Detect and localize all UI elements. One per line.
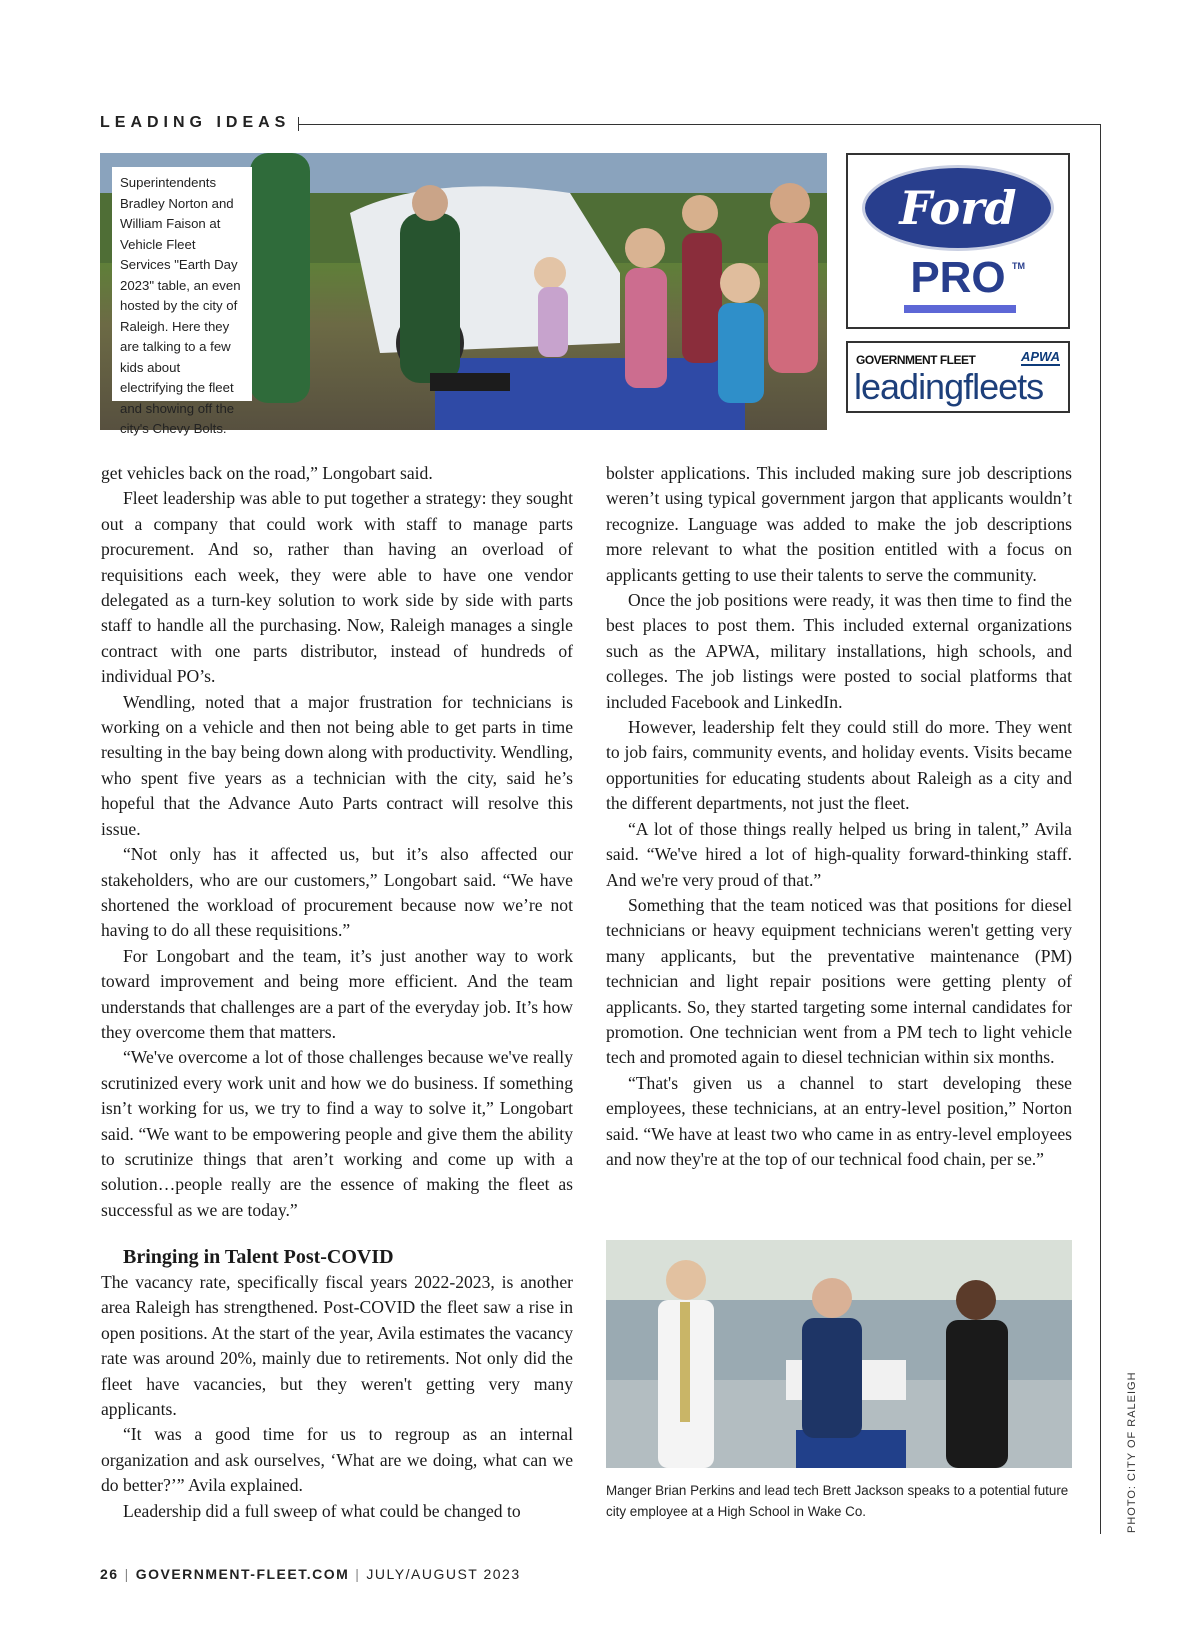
- article-column-right: [606, 461, 1072, 1172]
- paragraph: “That's given us a channel to start developing these employees, these technicians, at an entry-level position,” Norton said. “We have at least two who came in as entry-level employees and now they're at the top of our technical food chain, per se.”: [606, 1072, 1072, 1169]
- paragraph: Wendling, noted that a major frustration for technicians is working on a vehicle and then not being able to get parts in time resulting in the bay being down along with productivity. Wendling, who spent five years as a technician with the city, said he’s hopeful that the Advance Auto Parts contract will resolve this issue.: [101, 691, 573, 839]
- issue-date: JULY/AUGUST 2023: [366, 1566, 521, 1582]
- paragraph: “Not only has it affected us, but it’s also affected our stakeholders, who are our customers,” Longobart said. “We have shortened the workload of procurement because now we’re not having to do all these requisitions.”: [101, 844, 573, 941]
- site-name: GOVERNMENT-FLEET.COM: [135, 1566, 350, 1582]
- government-fleet-leading-fleets-logo: [846, 341, 1070, 413]
- footer-separator: |: [124, 1566, 130, 1582]
- paragraph: The vacancy rate, specifically fiscal years 2022-2023, is another area Raleigh has strengthened. Post-COVID the fleet saw a rise in open positions. At the start of the year, Avila estimates the vacancy rate was around 20%, mainly due to retirements. Not only did the fleet have vacancies, but they weren't getting very many applicants.: [101, 1272, 573, 1420]
- ford-pro-logo: [846, 153, 1070, 329]
- paragraph: For Longobart and the team, it’s just another way to work toward improvement and being more efficient. And the team understands that challenges are a part of the everyday job. It’s how they overcome them that matters.: [101, 945, 573, 1042]
- paragraph: Leadership did a full sweep of what could be changed to: [123, 1500, 521, 1521]
- job-fair-caption: Manger Brian Perkins and lead tech Brett Jackson speaks to a potential future city employee at a High School in Wake Co.: [606, 1483, 1069, 1519]
- pro-underline: [904, 305, 1016, 313]
- footer-separator: |: [355, 1566, 361, 1582]
- paragraph: get vehicles back on the road,” Longobart said.: [101, 463, 433, 483]
- paragraph: “We've overcome a lot of those challenges because we've really scrutinized every work unit and how we do business. If something isn’t working for us, we try to find a way to solve it,” Longobart said. “We want to be empowering people and give them the ability to scrutinize things that aren’t working and come up with a solution…people really are the essence of making the fleet as successful as we are today.”: [101, 1047, 573, 1220]
- section-heading: Bringing in Talent Post-COVID: [123, 1246, 394, 1268]
- article-section-talent: [101, 1244, 573, 1524]
- job-fair-photo-illustration: [606, 1240, 1072, 1468]
- right-rule: [1100, 124, 1101, 1534]
- earth-day-caption: Superintendents Bradley Norton and William Faison at Vehicle Fleet Services "Earth Day 2023" table, an even hosted by the city of Raleigh. Here they are talking to a few kids about electrifying the fleet and showing off the city's Chevy Bolts.: [112, 167, 252, 401]
- paragraph: However, leadership felt they could still do more. They went to job fairs, community events, and holiday events. Visits became opportunities for educating students about Raleigh as a city and the different departments, not just the fleet.: [606, 717, 1072, 814]
- leading-fleets-wordmark: leadingfleets: [854, 366, 1044, 407]
- paragraph: bolster applications. This included making sure job descriptions weren’t using typical government jargon that applicants wouldn’t recognize. Language was added to make the job descriptions more relevant to what the position entitled with a focus on applicants getting to use their talents to serve the community.: [606, 463, 1072, 585]
- job-fair-photo: [606, 1240, 1072, 1468]
- paragraph: Something that the team noticed was that positions for diesel technicians or heavy equipment technicians weren't getting very many applicants, but the preventative maintenance (PM) technician and light repair positions were getting plenty of applicants. So, they started targeting some internal candidates for promotion. One technician went from a PM tech to light vehicle tech and promoted again to diesel technician within six months.: [606, 894, 1072, 1068]
- page-number: 26: [100, 1566, 119, 1582]
- pro-wordmark: PRO: [910, 253, 1006, 302]
- trademark-mark: TM: [1012, 261, 1025, 271]
- government-fleet-wordmark: GOVERNMENT FLEET: [856, 353, 976, 367]
- section-label: LEADING IDEAS: [100, 114, 291, 131]
- header-rule: [298, 124, 1100, 125]
- paragraph: “It was a good time for us to regroup as an internal organization and ask ourselves, ‘What are we doing, what can we do better?’” Avila explained.: [101, 1424, 573, 1496]
- ford-wordmark: Ford: [899, 181, 1017, 235]
- apwa-wordmark: APWA: [1021, 349, 1060, 364]
- article-column-left: [101, 461, 573, 1223]
- paragraph: “A lot of those things really helped us bring in talent,” Avila said. “We've hired a lot of high-quality forward-thinking staff. And we're very proud of that.”: [606, 818, 1072, 890]
- paragraph: Once the job positions were ready, it was then time to find the best places to post them. This included external organizations such as the APWA, military installations, high schools, and colleges. The job listings were posted to social platforms that included Facebook and LinkedIn.: [606, 590, 1072, 712]
- photo-credit: PHOTO: CITY OF RALEIGH: [1126, 1371, 1138, 1533]
- page-footer: [100, 1566, 521, 1582]
- ford-oval-logo: [862, 165, 1054, 251]
- paragraph: Fleet leadership was able to put together a strategy: they sought out a company that could work with staff to manage parts procurement. And so, rather than having an overload of requisitions each week, they were able to have one vendor delegated as a turn-key solution to work side by side with parts staff to handle all the purchasing. Now, Raleigh manages a single contract with one parts distributor, instead of hundreds of individual PO’s.: [101, 488, 573, 687]
